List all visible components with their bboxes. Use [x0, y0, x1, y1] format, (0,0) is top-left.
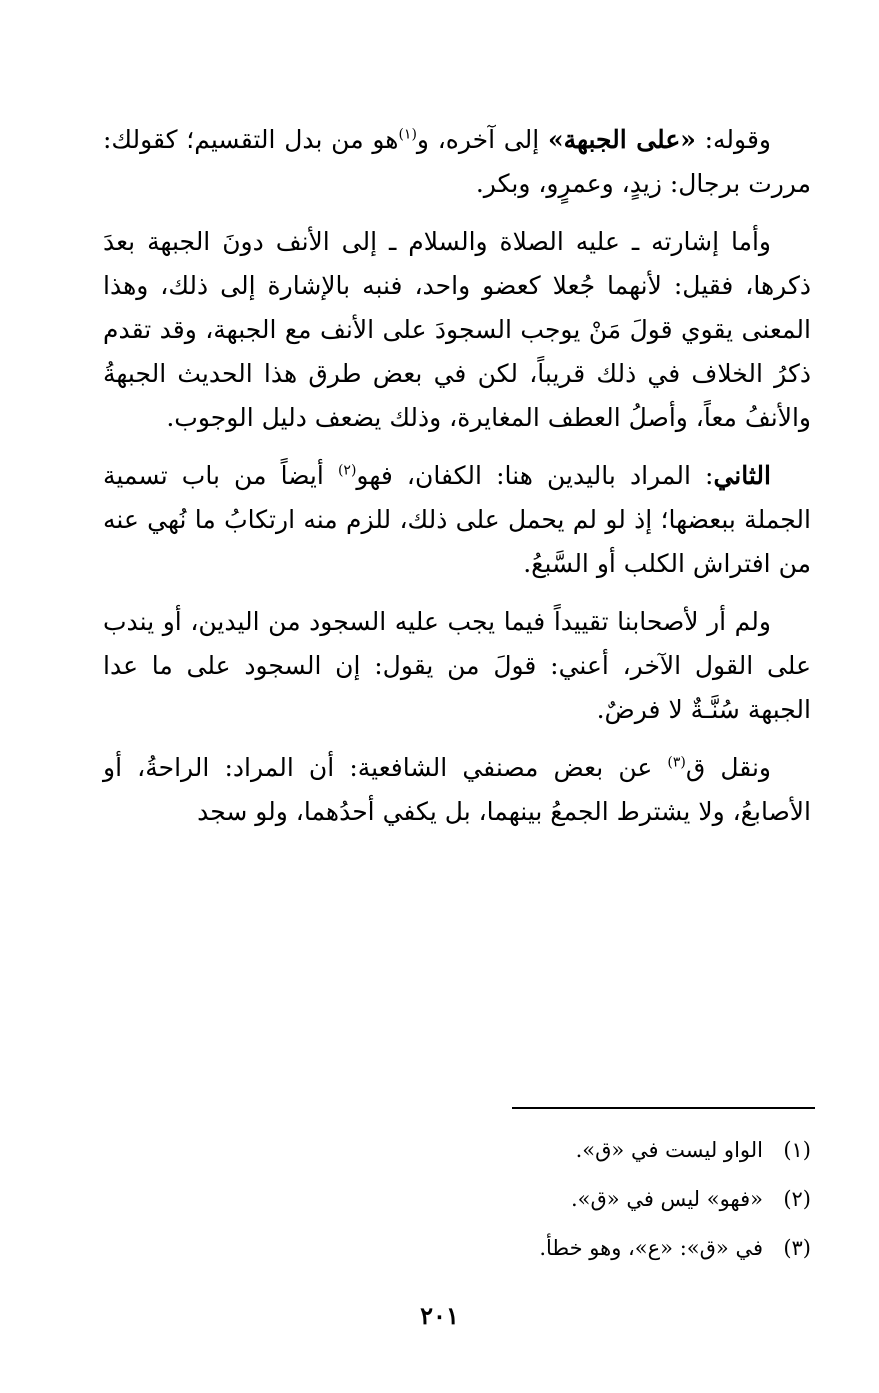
footnote-text: في «ق»: «ع»، وهو خطأ. — [539, 1236, 763, 1260]
text-run: ونقل ق — [685, 753, 771, 782]
paragraph — [103, 746, 811, 834]
footnote-number: (٣) — [783, 1236, 811, 1260]
text-run: أيضاً من باب تسمية الجملة ببعضها؛ إذ لو لم يحمل على ذلك، للزم منه ارتكابُ ما نُهي عنه من افتراش الكلب أو السَّبعُ. — [103, 461, 811, 578]
footnote-marker: (١) — [398, 126, 417, 143]
footnote-marker: (٣) — [667, 754, 686, 771]
footnote-divider — [512, 1107, 815, 1109]
text-run: هو من بدل التقسيم؛ كقولك: مررت برجال: زيدٍ، وعمرٍو، وبكر. — [103, 125, 811, 198]
footnotes — [103, 1126, 811, 1273]
footnote — [103, 1224, 811, 1273]
footnote-marker: (٢) — [337, 462, 357, 479]
footnote — [103, 1126, 811, 1175]
paragraph — [103, 220, 811, 440]
paragraph — [103, 454, 811, 586]
paragraph — [103, 118, 811, 206]
bold-term: «على الجبهة» — [547, 125, 696, 154]
text-run: ولم أر لأصحابنا تقييداً فيما يجب عليه السجود من اليدين، أو يندب على القول الآخر، أعني: قولَ من يقول: إن السجود على ما عدا الجبهة سُنَّـةٌ لا فرضٌ. — [103, 607, 811, 724]
text-run: إلى آخره، و — [416, 125, 548, 154]
footnote-text: «فهو» ليس في «ق». — [570, 1187, 763, 1211]
page-number: ٢٠١ — [420, 1301, 459, 1330]
main-text — [103, 118, 811, 848]
footnote — [103, 1175, 811, 1224]
text-run: وقوله: — [695, 125, 771, 154]
paragraph — [103, 600, 811, 732]
text-run: وأما إشارته ـ عليه الصلاة والسلام ـ إلى الأنف دونَ الجبهة بعدَ ذكرها، فقيل: لأنهما جُعلا كعضو واحد، فنبه بالإشارة إلى ذلك، وهذا المعنى يقوي قولَ مَنْ يوجب السجودَ على الأنف مع الجبهة، وقد تقدم ذكرُ الخلاف في ذلك قريباً، لكن في بعض طرق هذا الحديث الجبهةُ والأنفُ معاً، وأصلُ العطف المغايرة، وذلك يضعف دليل الوجوب. — [103, 227, 811, 432]
footnote-number: (١) — [783, 1138, 811, 1162]
bold-term: الثاني — [713, 461, 771, 490]
text-run: عن بعض مصنفي الشافعية: أن المراد: الراحةُ، أو الأصابعُ، ولا يشترط الجمعُ بينهما، بل يكفي أحدُهما، ولو سجد — [103, 753, 811, 826]
footnote-number: (٢) — [783, 1187, 811, 1211]
text-run: : المراد باليدين هنا: الكفان، فهو — [356, 461, 714, 490]
footnote-text: الواو ليست في «ق». — [575, 1138, 763, 1162]
